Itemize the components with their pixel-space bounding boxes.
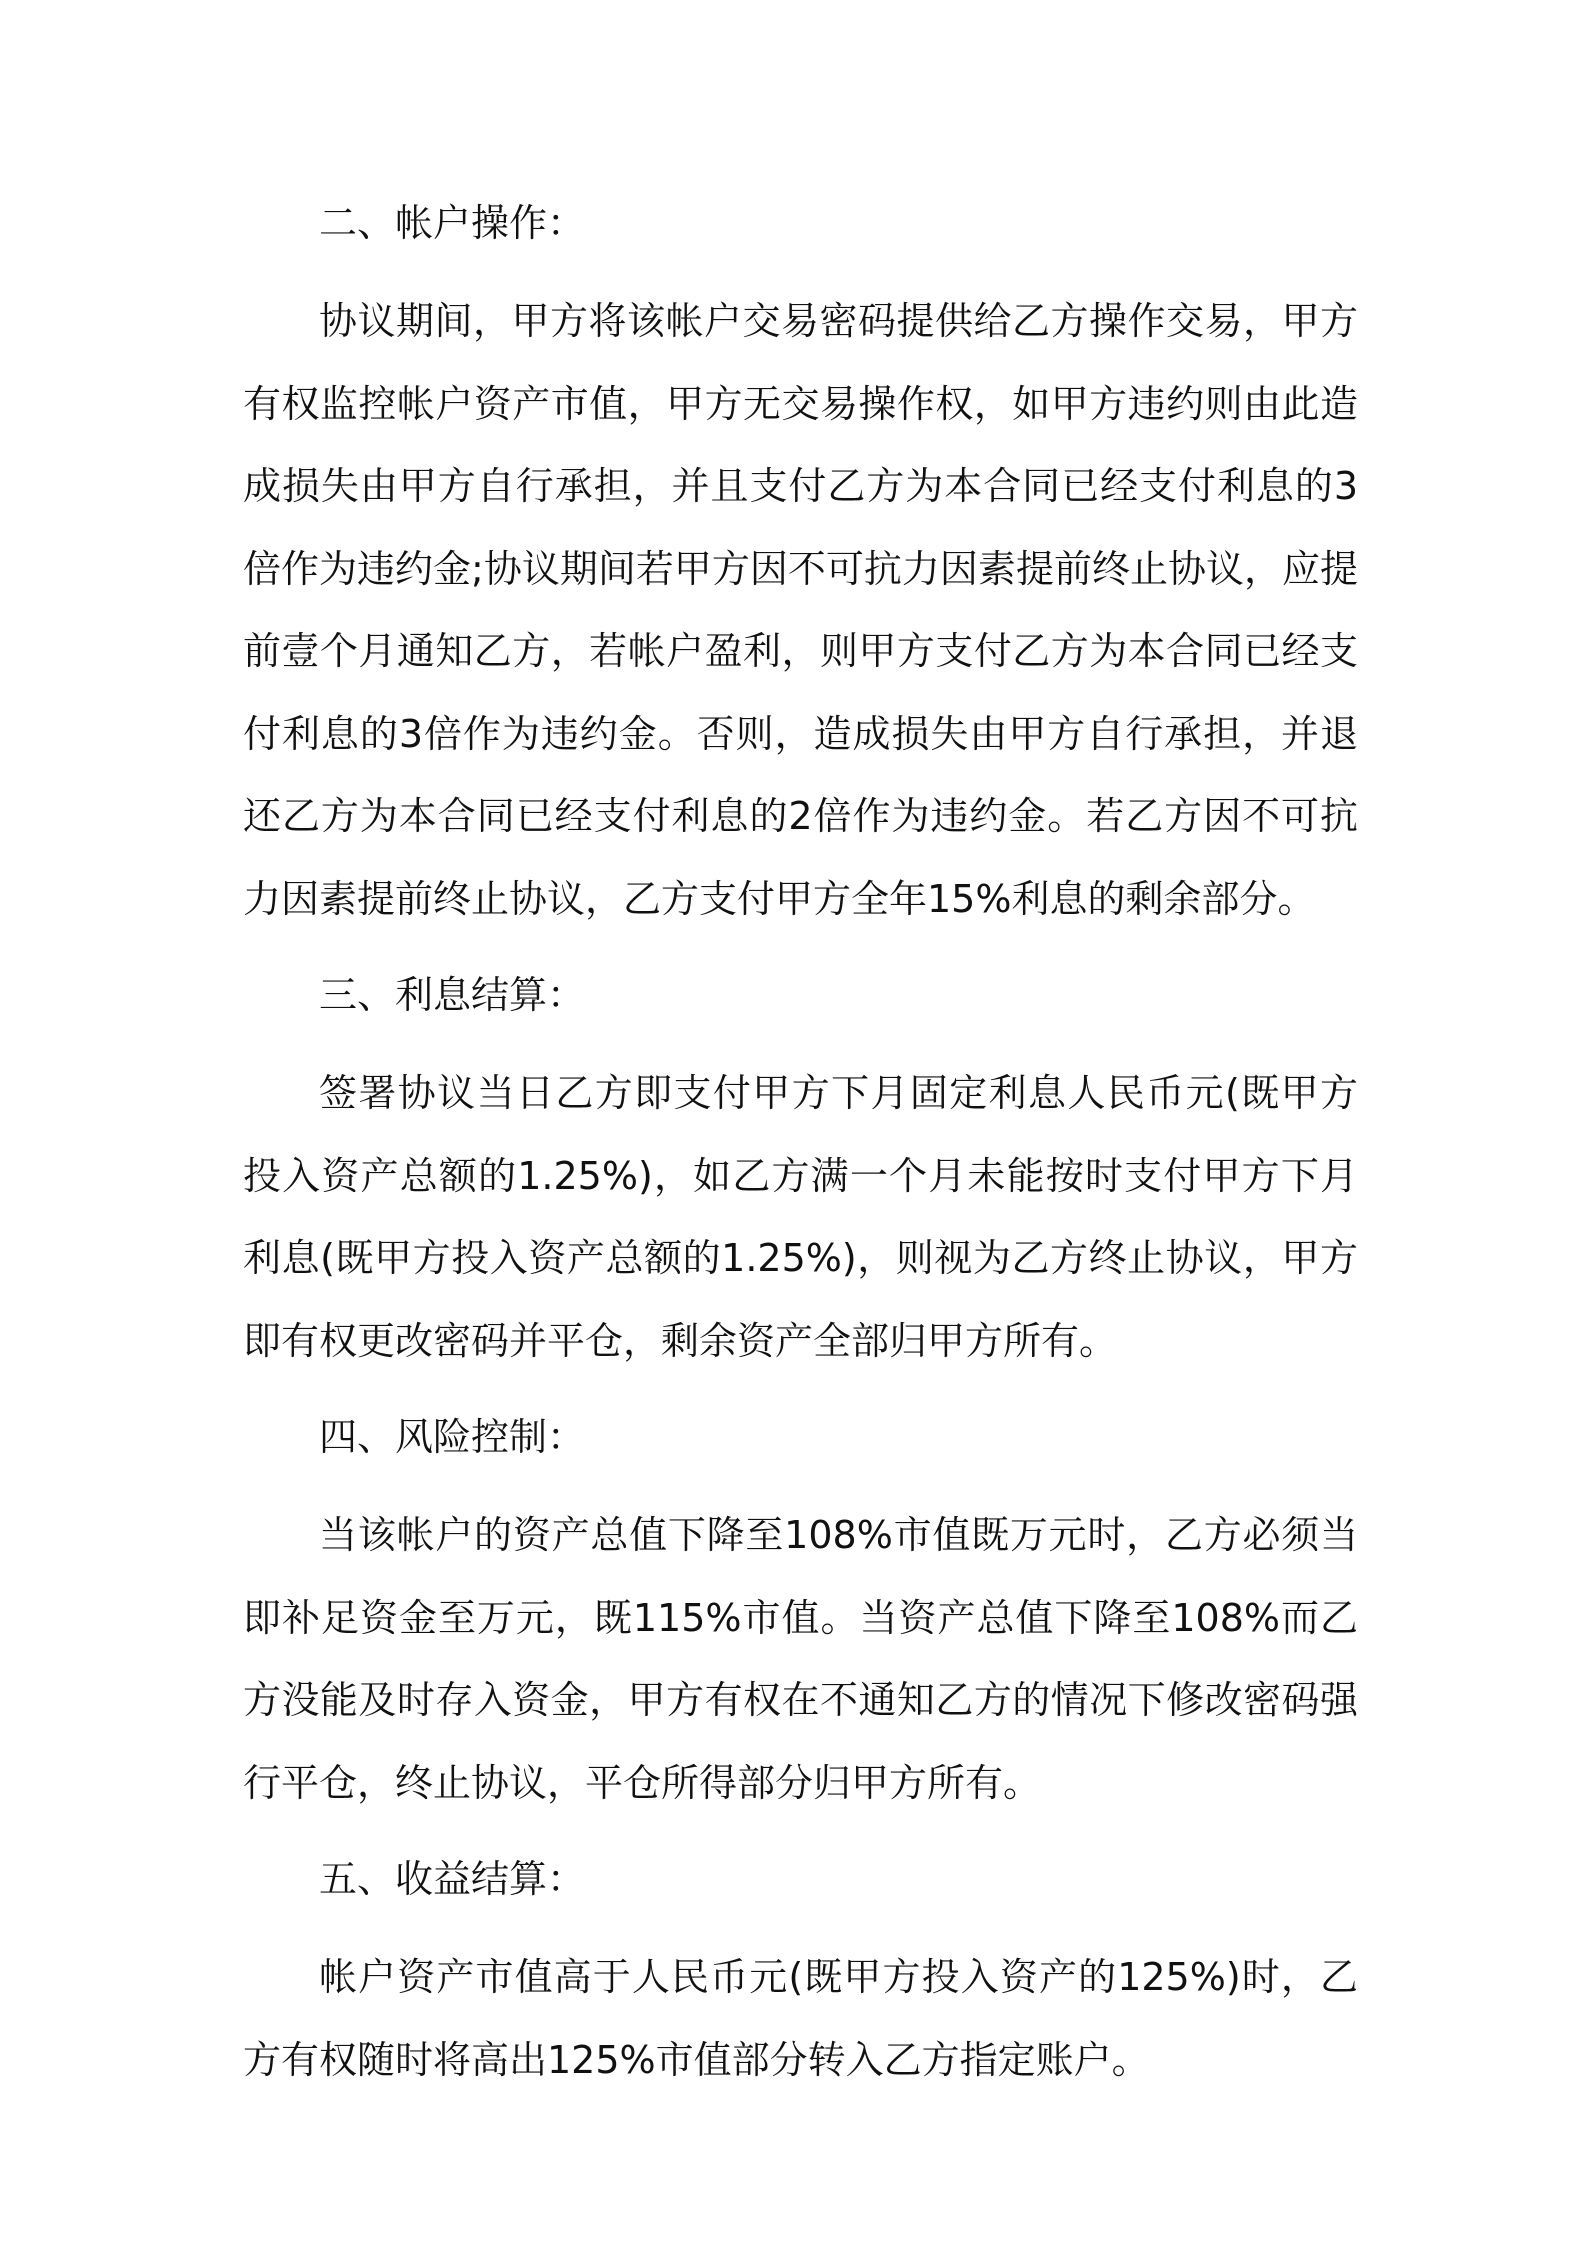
section-heading-profit-settlement: 五、收益结算： <box>319 1857 586 1901</box>
section-body-risk-control: 当该帐户的资产总值下降至108%市值既万元时，乙方必须当即补足资金至万元，既115%市值。当资产总值下降至108%而乙方没能及时存入资金，甲方有权在不通知乙方的情况下修改密码强行平仓，终止协议，平仓所得部分归甲方所有。 <box>243 1513 1358 1805</box>
section-heading-interest-settlement: 三、利息结算： <box>319 973 586 1017</box>
document-page <box>243 196 1358 2129</box>
section-body-interest-settlement: 签署协议当日乙方即支付甲方下月固定利息人民币元(既甲方投入资产总额的1.25%)，如乙方满一个月未能按时支付甲方下月利息(既甲方投入资产总额的1.25%)，则视为乙方终止协议，甲方即有权更改密码并平仓，剩余资产全部归甲方所有。 <box>243 1071 1358 1363</box>
section-heading-account-operation: 二、帐户操作： <box>319 201 586 245</box>
section-heading-risk-control: 四、风险控制： <box>319 1415 586 1459</box>
section-body-profit-settlement: 帐户资产市值高于人民币元(既甲方投入资产的125%)时，乙方有权随时将高出125%市值部分转入乙方指定账户。 <box>243 1955 1358 2082</box>
section-body-account-operation: 协议期间，甲方将该帐户交易密码提供给乙方操作交易，甲方有权监控帐户资产市值，甲方无交易操作权，如甲方违约则由此造成损失由甲方自行承担，并且支付乙方为本合同已经支付利息的3倍作为违约金;协议期间若甲方因不可抗力因素提前终止协议，应提前壹个月通知乙方，若帐户盈利，则甲方支付乙方为本合同已经支付利息的3倍作为违约金。否则，造成损失由甲方自行承担，并退还乙方为本合同已经支付利息的2倍作为违约金。若乙方因不可抗力因素提前终止协议，乙方支付甲方全年15%利息的剩余部分。 <box>243 299 1358 921</box>
